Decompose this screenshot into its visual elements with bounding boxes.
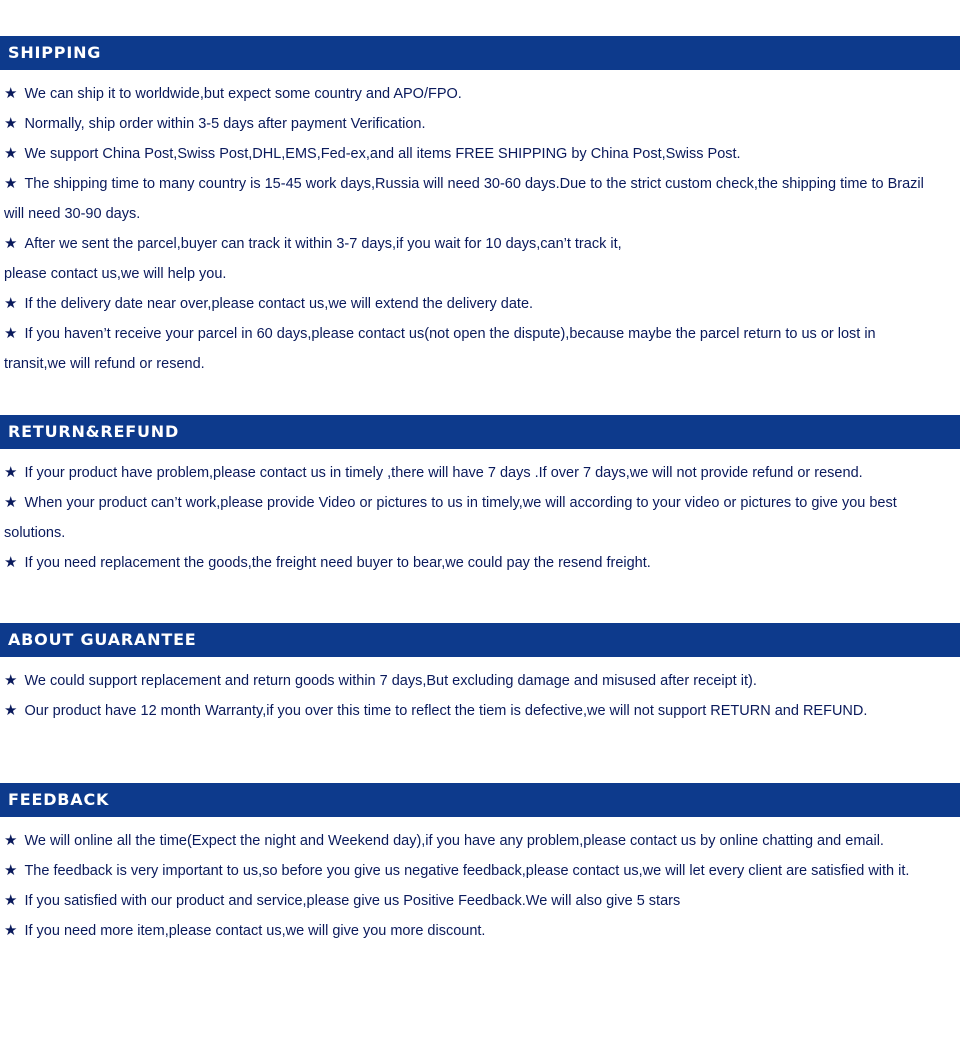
feedback-list — [0, 817, 960, 946]
shipping-section — [0, 36, 960, 379]
star-icon: ★ — [4, 115, 18, 132]
list-item: ★ We can ship it to worldwide,but expect some country and APO/FPO. — [4, 79, 960, 109]
star-icon: ★ — [4, 892, 18, 909]
star-icon: ★ — [4, 702, 18, 719]
list-item: ★ The feedback is very important to us,so before you give us negative feedback,please contact us,we will let every client are satisfied with it. — [4, 856, 960, 886]
section-title-return-refund: RETURN&REFUND — [0, 415, 960, 449]
feedback-section — [0, 783, 960, 946]
section-title-feedback: FEEDBACK — [0, 783, 960, 817]
star-icon: ★ — [4, 235, 18, 252]
list-item: ★ If you need more item,please contact us,we will give you more discount. — [4, 916, 960, 946]
star-icon: ★ — [4, 862, 18, 879]
list-item: ★ After we sent the parcel,buyer can track it within 3-7 days,if you wait for 10 days,can’t track it, please contact us,we will help you. — [4, 229, 960, 289]
list-item: ★ If the delivery date near over,please contact us,we will extend the delivery date. — [4, 289, 960, 319]
list-item: ★ If you need replacement the goods,the freight need buyer to bear,we could pay the resend freight. — [4, 548, 960, 578]
guarantee-list — [0, 657, 960, 726]
list-item: ★ The shipping time to many country is 15-45 work days,Russia will need 30-60 days.Due to the strict custom check,the shipping time to Brazil will need 30-90 days. — [4, 169, 960, 229]
guarantee-section — [0, 623, 960, 726]
list-item: ★ We could support replacement and return goods within 7 days,But excluding damage and misused after receipt it). — [4, 666, 960, 696]
list-item: ★ We will online all the time(Expect the night and Weekend day),if you have any problem,please contact us by online chatting and email. — [4, 826, 960, 856]
star-icon: ★ — [4, 295, 18, 312]
star-icon: ★ — [4, 672, 18, 689]
list-item: ★ We support China Post,Swiss Post,DHL,EMS,Fed-ex,and all items FREE SHIPPING by China Post,Swiss Post. — [4, 139, 960, 169]
star-icon: ★ — [4, 145, 18, 162]
list-item: ★ If your product have problem,please contact us in timely ,there will have 7 days .If over 7 days,we will not provide refund or resend. — [4, 458, 960, 488]
star-icon: ★ — [4, 832, 18, 849]
shipping-list — [0, 70, 960, 379]
section-title-guarantee: ABOUT GUARANTEE — [0, 623, 960, 657]
list-item: ★ Our product have 12 month Warranty,if you over this time to reflect the tiem is defective,we will not support RETURN and REFUND. — [4, 696, 960, 726]
star-icon: ★ — [4, 325, 18, 342]
list-item: ★ Normally, ship order within 3-5 days after payment Verification. — [4, 109, 960, 139]
list-item: ★ When your product can’t work,please provide Video or pictures to us in timely,we will according to your video or pictures to give you best solutions. — [4, 488, 960, 548]
section-title-shipping: SHIPPING — [0, 36, 960, 70]
star-icon: ★ — [4, 464, 18, 481]
star-icon: ★ — [4, 85, 18, 102]
star-icon: ★ — [4, 175, 18, 192]
list-item: ★ If you haven’t receive your parcel in 60 days,please contact us(not open the dispute),because maybe the parcel return to us or lost in transit,we will refund or resend. — [4, 319, 960, 379]
star-icon: ★ — [4, 554, 18, 571]
list-item: ★ If you satisfied with our product and service,please give us Positive Feedback.We will also give 5 stars — [4, 886, 960, 916]
return-refund-list — [0, 449, 960, 578]
star-icon: ★ — [4, 922, 18, 939]
star-icon: ★ — [4, 494, 18, 511]
return-refund-section — [0, 415, 960, 578]
